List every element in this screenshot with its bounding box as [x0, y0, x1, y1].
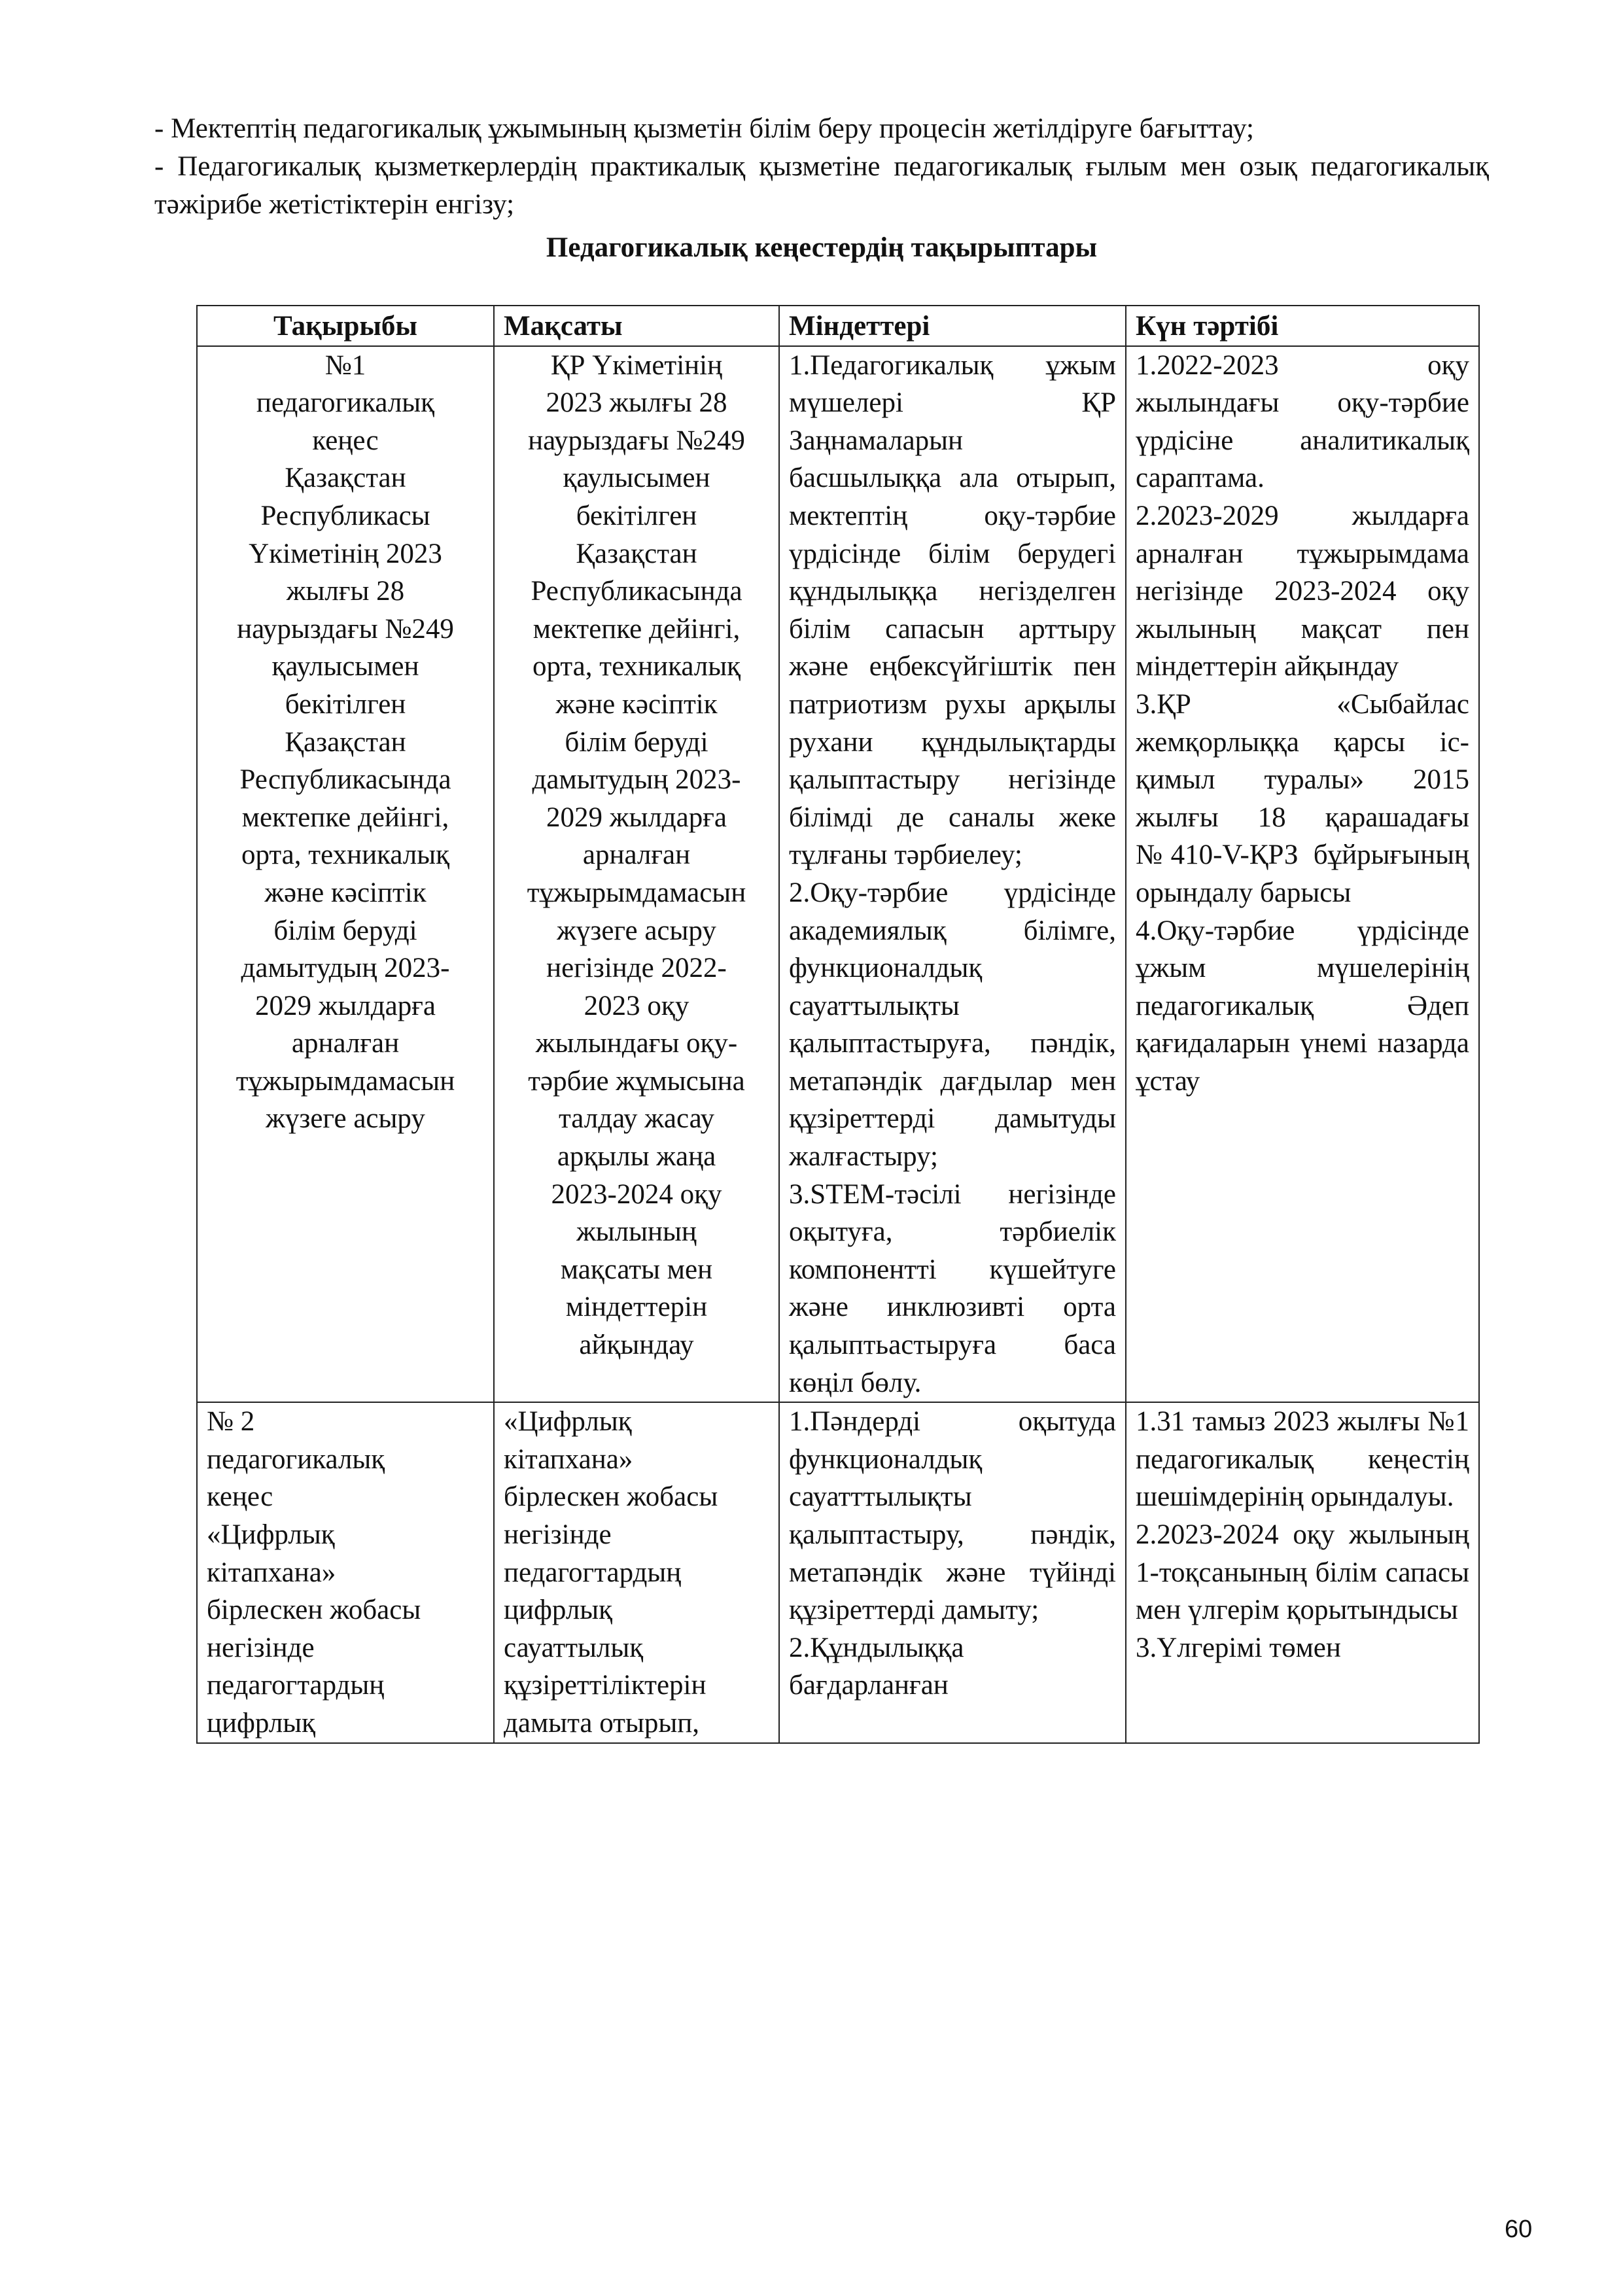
header-tasks: Міндеттері: [779, 306, 1126, 346]
council-topics-table: [196, 305, 1480, 1744]
intro-line-2: - Педагогикалық қызметкерлердің практикалық қызметіне педагогикалық ғылым мен озық педагогикалық тәжірибе жетістіктерін енгізу;: [154, 151, 1489, 220]
agenda-cell: 1.2022-2023 оқу жылындағы оқу-тәрбие үрдісіне аналитикалық сараптама. 2.2023-2029 жылдарға арналған тұжырымдама негізінде 2023-2024 оқу жылының мақсат пен міндеттерін айқындау 3.ҚР «Сыбайлас жемқорлыққа қарсы іс-қимыл туралы» 2015 жылғы 18 қарашадағы №410-V-ҚРЗ бұйрығының орындалу барысы 4.Оқу-тәрбие үрдісінде ұжым мүшелерінің педагогикалық Әдеп қағидаларын үнемі назарда ұстау: [1126, 346, 1479, 1403]
section-heading: Педагогикалық кеңестердің тақырыптары: [546, 232, 1098, 263]
intro-line-1: - Мектептің педагогикалық ұжымының қызметін білім беру процесін жетілдіруге бағыттау;: [154, 113, 1254, 144]
topic-cell: №1 педагогикалық кеңес Қазақстан Республикасы Үкіметінің 2023 жылғы 28 наурыздағы №249 қаулысымен бекітілген Қазақстан Республикасында мектепке дейінгі, орта, техникалық және кәсіптік білім беруді дамытудың 2023- 2029 жылдарға арналған тұжырымдамасын жүзеге асыру: [197, 346, 494, 1403]
header-agenda: Күн тәртібі: [1126, 306, 1479, 346]
tasks-cell: 1.Пәндерді оқытуда функционалдық сауатттылықты қалыптастыру, пәндік, метапәндік және түйінді құзіреттерді дамыту; 2.Құндылыққа бағдарланған: [779, 1402, 1126, 1742]
table-header-row: [197, 306, 1479, 346]
topic-cell: № 2 педагогикалық кеңес «Цифрлық кітапхана» бірлескен жобасы негізінде педагогтардың цифрлық: [197, 1402, 494, 1742]
goal-cell: ҚР Үкіметінің 2023 жылғы 28 наурыздағы №249 қаулысымен бекітілген Қазақстан Республикасында мектепке дейінгі, орта, техникалық және кәсіптік білім беруді дамытудың 2023- 2029 жылдарға арналған тұжырымдамасын жүзеге асыру негізінде 2022- 2023 оқу жылындағы оқу- тәрбие жұмысына талдау жасау арқылы жаңа 2023-2024 оқу жылының мақсаты мен міндеттерін айқындау: [494, 346, 779, 1403]
tasks-cell: 1.Педагогикалық ұжым мүшелері ҚР Заңнамаларын басшылыққа ала отырып, мектептің оқу-тәрбие үрдісінде білім берудегі құндылыққа негізделген білім сапасын арттыру және еңбексүйгіштік пен патриотизм рухы арқылы рухани құндылықтарды қалыптастыру негізінде білімді де саналы жеке тұлғаны тәрбиелеу; 2.Оқу-тәрбие үрдісінде академиялық білімге, функционалдық сауаттылықты қалыптастыруға, пәндік, метапәндік дағдылар мен құзіреттерді дамытуды жалғастыру; 3.STEM-тәсілі негізінде оқытуға, тәрбиелік компонентті күшейтуге және инклюзивті орта қалыптьастыруға баса көңіл бөлу.: [779, 346, 1126, 1403]
page-number: 60: [1505, 2216, 1533, 2243]
table-row: [197, 1402, 1479, 1742]
header-topic: Тақырыбы: [197, 306, 494, 346]
intro-text: [154, 110, 1489, 224]
agenda-cell: 1.31 тамыз 2023 жылғы №1 педагогикалық кеңестің шешімдерінің орындалуы. 2.2023-2024 оқу жылының 1-тоқсанының білім сапасы мен үлгерім қорытындысы 3.Үлгерімі төмен: [1126, 1402, 1479, 1742]
table-row: [197, 346, 1479, 1403]
goal-cell: «Цифрлық кітапхана» бірлескен жобасы негізінде педагогтардың цифрлық сауаттылық құзіреттіліктерін дамыта отырып,: [494, 1402, 779, 1742]
header-goal: Мақсаты: [494, 306, 779, 346]
